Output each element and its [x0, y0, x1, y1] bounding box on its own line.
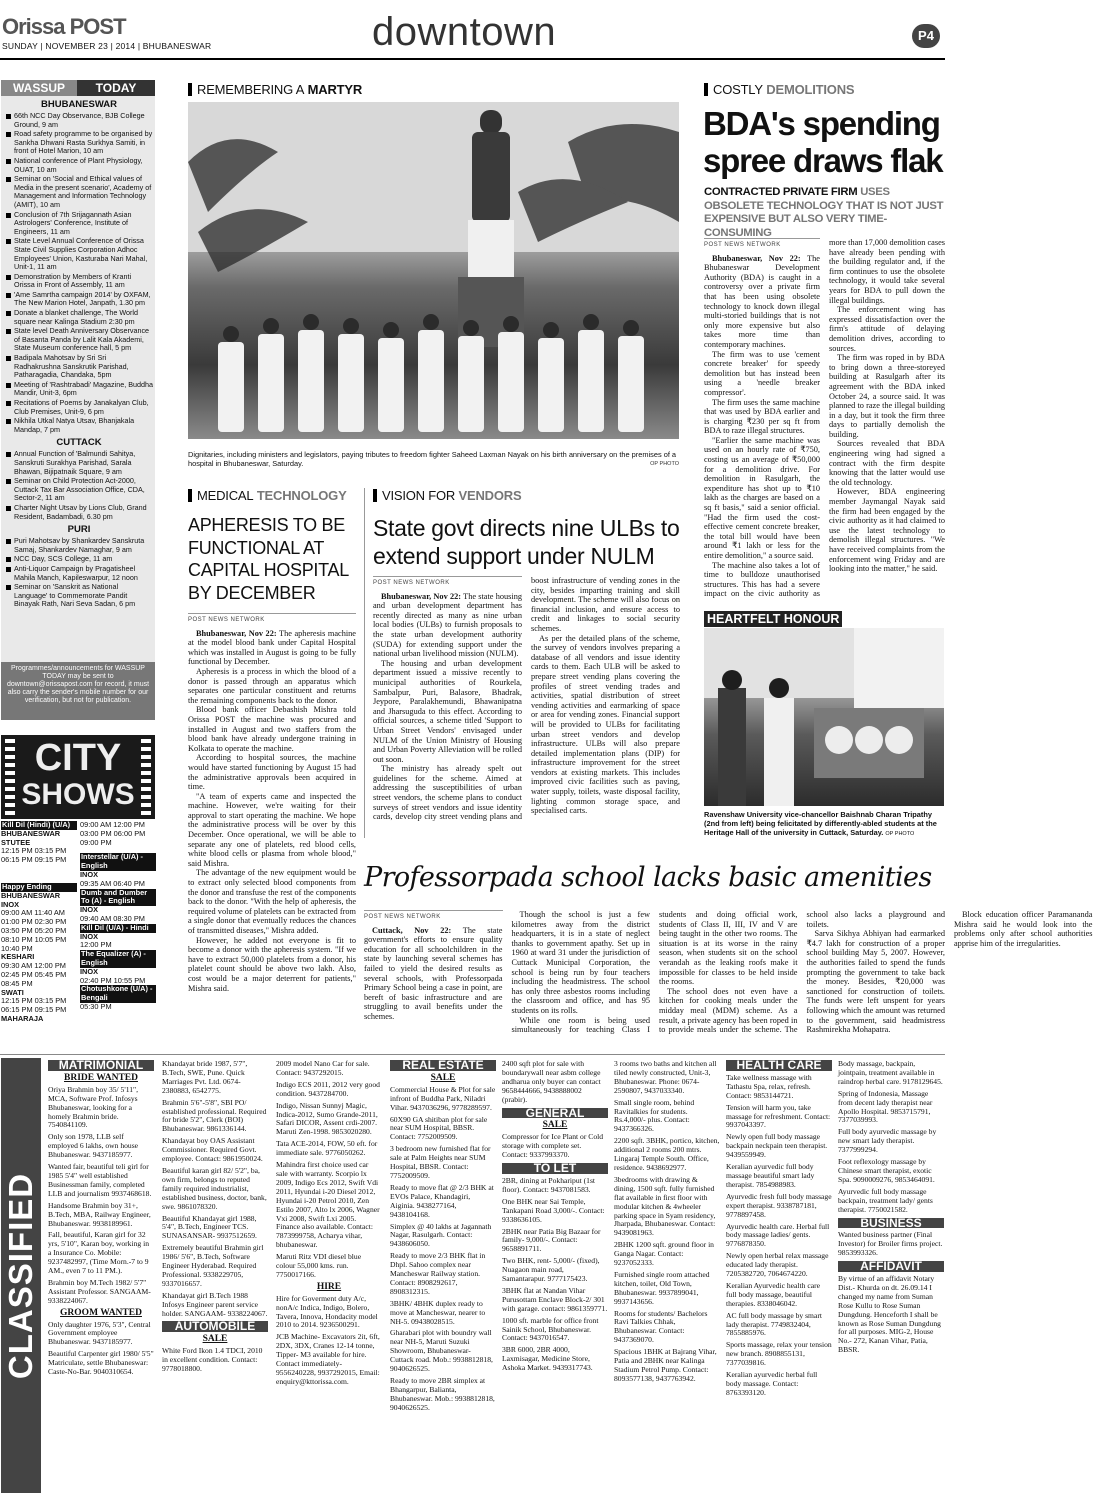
classified-ad: Small single room, behind Ravitalkies for students. Rs.4,000/- plus. Contact: 9437366326. [614, 1097, 695, 1134]
showtimes: 01:00 PM 02:30 PM [1, 917, 67, 927]
wassup-title-left: WASSUP [1, 80, 77, 96]
paragraph: "Earlier the same machine was used on an hourly rate of ₹750, costing us an average of ₹50,000 for a demolition drive. For demolition in Rasulgarh, the expenditure has shot up to ₹10 lakh as the charges are based on a sq ft basis," said a senior official. "Had the firm used the cost-effective cement concrete breaker, the total bill would have been around ₹1 lakh or less for the entire demolition," a source said. [704, 435, 820, 560]
classified-ad: Wanted fair, beautiful teli girl for 1985 5'4" well established Businessman family, completed LLB and journalism 9937468618. [48, 1162, 152, 1198]
wassup-item: Road safety programme to be organised by Sankha Dhwani Rasta Surkhya Samiti, in front of Hotel Marion, 10 am [5, 130, 153, 156]
classified-ad: 1000 sft. marble for office front Sainik School, Bhubaneswar. Contact: 9437016547. [502, 1315, 599, 1343]
wassup-list [5, 99, 153, 644]
wassup-city: CUTTACK [56, 437, 102, 449]
business-heading: BUSINESS [838, 1218, 944, 1229]
paragraph: The firm uses the same machine that was used by BDA earlier and is charging ₹230 per sq ft from BDA to raze illegal structures. [704, 397, 820, 436]
hire-heading: HIRE [316, 1281, 342, 1292]
wassup-item: Puri Mahotsav by Shankardev Sanskruta Samaj, Shankardev Namaghar, 9 am [5, 537, 153, 554]
wassup-item: Conclusion of 7th Srijagannath Asian Astrologers' Conference, Institute of Engineers, 11 am [5, 211, 153, 237]
showtimes: 09:40 AM 08:30 PM [80, 913, 145, 923]
classified-ad: Rooms for students/ Bachelors Ravi Talkies Chhak, Bhubaneswar. Contact: 9437369070. [614, 1308, 708, 1345]
martyr-photo [188, 102, 679, 439]
city-shows-right [80, 821, 156, 1036]
city-shows-banner [1, 735, 155, 819]
showtimes: 12:00 PM [80, 940, 112, 950]
classified-ad: Newly open herbal relax massage educated lady therapist. 7205382720, 7064674220. [726, 1251, 829, 1279]
paragraph: Though the school is just a few kilometres away from the district headquarters, it is in a state of neglect thanks to government apathy. Set up in 1960 at ward 31 under the jurisdiction of Cuttack Municipal Corporation, the school is being run by four teachers including the headmistress. The school has only three asbestos rooms including the classroom and office, and has 95 students on its rolls. [511, 910, 650, 1015]
classified-ad: Spring of Indonesia, Massage from decent lady therapist near Apollo Hospital. 9853715791, 7377039993. [838, 1088, 933, 1125]
classified-vertical-label: CLASSIFIED [1, 1058, 41, 1493]
theatre-name: INOX [80, 905, 99, 915]
wassup-item: Recitations of Poems by Janakalyan Club, Club Premises, Unit-9, 6 pm [5, 399, 153, 416]
masthead-rule [0, 58, 945, 60]
classified-ad: 3 bedroom new furnished flat for sale at Palm Heights near SUM Hospital, BBSR. Contact: 7752009509. [390, 1144, 491, 1180]
classified-ad: Hire for Goverment duty A/c, nonA/c Indica, Indigo, Bolero, Tavera, Innova, Hondacity model 2010 to 2014. 9236500291. [276, 1293, 378, 1330]
classified-ad: 2009 model Nano Car for sale. Contact: 9437292015. [276, 1059, 370, 1077]
classified-ad: Full body ayurvedic massage by new smart lady therapist. 7377999294. [838, 1127, 937, 1155]
paragraph: "A team of experts came and inspected the machine. However, we're waiting for their approval to start operating the machine. We hope the administrative process will be over by this December. Once operational, we will be able to separate any one of platelets, red blood cells, white blood cells or plasma from whole blood," said Mishra. [188, 791, 356, 868]
classified-ad: Body massage, backpain, jointpain, treatment available in raindrop herbal care. 9178129645. [838, 1059, 943, 1086]
classified-ad: Gharabari plot with boundry wall near NH-5, Maruti Suzuki Showroom, Bhubaneswar- Cuttack road. Mob.: 9938812818, 9040626525. [390, 1328, 493, 1374]
classified-ad: Keralian ayurvedic herbal full body massage. Contact: 8763393120. [726, 1370, 818, 1397]
classified-ad: Newly open full body massage backpain neckpain teen therapist. 9439559949. [726, 1132, 828, 1160]
paragraph: According to hospital sources, the machine would have started functioning by August 15 had the administrative approvals been acquired in time. [188, 753, 356, 792]
bda-headline: BDA's spending spree draws flak [703, 105, 943, 179]
paragraph: The machine also takes a lot of time to bulldoze unauthorised structures. This has had a severe impact on the civic authority as more than 17,000 demolition cases have already been pending with the building regulator and, if the firm continues to use the obsolete technology, it would take several years for BDA to pull down the illegal buildings. [704, 238, 945, 599]
classified-ad: 2BR, dining at Pokhariput (1st floor). Contact: 9437081583. [502, 1175, 596, 1194]
classified-ad: Commercial House & Plot for sale infront of Buddha Park, Niladri Vihar. 9437036296, 9778289597. [390, 1084, 496, 1112]
theatre-name: SWATI [1, 987, 24, 997]
classified-ad: 3bedrooms with drawing & dining, 1500 sqft. fully furnished flat available in first floor with modular kitchen & 4wheeler parking space in Syam residency, Jharpada, Bhubaneswar. Contact: 9439081963. [614, 1174, 716, 1238]
classified-ad: 3BHK flat at Nandan Vihar Purusottam Enclave Block-2/ 301 with garage. contact: 9861359771. [502, 1285, 608, 1313]
showtimes: 09:00 AM 12:00 PM [80, 820, 145, 829]
classified-ad: Ayurvedic full body massage backpain, treatment lady/ gents therapist. 7750021582. [838, 1186, 933, 1214]
theatre-name: INOX [1, 899, 20, 909]
wassup-list-puri [5, 537, 153, 609]
honour-caption: Ravenshaw University vice-chancellor Baishnab Charan Tripathy (2nd from left) being felicitated by differently-abled students at the Heritage Hall of the university in Cuttack, Saturday. OP PHOTO [704, 810, 937, 837]
wassup-title [1, 80, 155, 96]
theatre-name: KESHARI [1, 952, 35, 962]
nulm-article: POST NEWS NETWORK Bhubaneswar, Nov 22: The state housing and urban development department has recently directed as many as nine urban local bodies (ULBs) to furnish proposals to the state urban development authority (SUDA) for extending support under the national urban livelihood mission (NULM). The housing and urban development department issued a missive recently to municipal authorities of Rourkela, Sambalpur, Puri, Balasore, Bhadrak, Jeypore, Paralakhemundi, Bhawanipatna and Jharsuguda to this effect. According to official sources, a scheme titled 'Support to Urban Street Vendors' envisaged under NULM of the Union Ministry of Housing and Urban Poverty Alleviation will be rolled out soon. The ministry has already spelt out guidelines for the scheme. Aimed at addressing the susceptibilities of urban street vendors, the scheme plans to conduct surveys of street vendors and issue identity cards, develop city street vending plans and boost infrastructure of vending zones in the city, besides imparting training and skill development. The scheme will also focus on financial inclusion, and ensure access to credit and linkages to social security schemes. As per the detailed plans of the scheme, the survey of vendors involves preparing a database of all vendors and issue identity cards to them. Each ULB will be asked to prepare street vending plans covering the profiles of street vending trades and activities, spatial distribution of street vending activities and earmarking of space or area for vending zones. Financial support will be provided to ULBs for facilitating urban street vendors and develop infrastructure. ULBs will also prepare detailed implementation plans (DIP) for infrastructure improvement for the street vendors at existing markets. This includes improved civic facilities such as paving, water supply, toilets, waste disposal facility, lighting common storage space, and specialised carts. [373, 576, 680, 831]
classified-ad: Khandayat bride 1987, 5'7", B.Tech, SWE, Pune. Quick Marriages Pvt. Ltd. 0674-2380883, 6542775. [162, 1059, 248, 1095]
classified-ad: Beautiful Carpenter girl 1980/ 5'5" Matriculate, settle Bhubaneswar: Caste-No-Bar. 9040310654. [48, 1349, 154, 1377]
honour-label: HEARTFELT HONOUR [704, 611, 842, 627]
classified-ad: 3BHK/ 4BHK duplex ready to move at Mancheswar, nearer to NH-5. 09438028515. [390, 1298, 486, 1326]
classified-ad: 60X90 GA shitiban plot for sale near SUM Hospital, BBSR. Contact: 7752009509. [390, 1114, 488, 1142]
health-care-heading: HEALTH CARE [726, 1060, 832, 1071]
apheresis-article: POST NEWS NETWORK Bhubaneswar, Nov 22: The apheresis machine at the model blood bank under Capital Hospital which was installed in August is going to be fully functional by December. Apheresis is a process in which the blood of a donor is passed through an apparatus which separates one particular constituent and returns the remaining components back to the donor. Blood bank officer Debashish Mishra told Orissa POST the machine was procured and installed in August and two staffers from the blood bank have already undergone training in Kolkata to operate the machine. According to hospital sources, the machine would have started functioning by August 15 had the administrative approvals been acquired in time. "A team of experts came and inspected the machine. However, we're waiting for their approval to start operating the machine. We hope the administrative process will be over by this December. Once operational, we will be able to separate any one of platelets, red blood cells, white blood cells or plasma from whole blood," said Mishra. The advantage of the new equipment would be to extract only selected blood components from the donor and transfuse the rest of the components back to the donor. "With the help of apheresis, the required volume of platelets can be extracted from a single donor that eventually reduces the chances of transmitted diseases," Mishra added. However, he added not everyone is fit to become a donor with the apheresis system. "If we have to extract 50,000 platelets from a donor, his platelet count should be above two lakh. Also, cost would be a major deterrent for patients," Mishra said. [188, 613, 356, 1038]
showtimes: 06:15 PM 09:15 PM [1, 855, 67, 865]
paragraph: Sources revealed that BDA engineering wing had signed a contract with the firm despite knowing that the latter would use the old technology. [829, 439, 945, 487]
movie-title: Interstellar (U/A) - English [80, 853, 156, 871]
showtimes: 12:15 PM 03:15 PM [1, 846, 67, 856]
nulm-box [364, 488, 680, 838]
classified-ad: AC full body massage by smart lady therapist. 7749832404, 7855885976. [726, 1310, 822, 1338]
showtimes: 09:00 PM [80, 837, 112, 847]
classified-ad: Tension will harm you, take massage for refreshment. Contact: 9937043397. [726, 1102, 831, 1130]
classified-ad: Brahmin 5'6"-5'8", SBI PO/ established professional. Required for bride 5'2", Clerk (BOI) Bhubaneswar. 9861336144. [162, 1097, 267, 1134]
movie-title: Happy Ending [1, 883, 77, 892]
classified-ad: Brahmin boy M.Tech 1982/ 5'7" Assistant Professor. SANGAAM- 9338224067. [48, 1277, 151, 1305]
classified-ad: Khandayat girl B.Tech 1988 Infosys Engineer parent service holder. SANGAAM- 9338224067. [162, 1290, 268, 1318]
wassup-note: Programmes/announcements for WASSUP TODAY may be sent to downtown@orissapost.com for record, it must also carry the sender's mobile number for our verification, but not for publication. [1, 662, 155, 720]
classified-ad: Oriya Brahmin boy 35/ 5'11", MCA, Software Prof. Infosys Bhubaneswar, looking for a homely Brahmin bride. 7540841109. [48, 1084, 139, 1130]
wassup-item: Seminar on 'Social and Ethical values of Media in the present scenario', Academy of Management and Information Technology (AMIT), 10 am [5, 175, 153, 209]
classified-col-7 [726, 1060, 832, 1495]
classified-ad: Keralian ayurvedic full body massage beautiful smart lady therapist. 7854988983. [726, 1162, 815, 1189]
classified-ad: Keralian Ayurvedic health care full body massage, beautiful therapies. 8338046042. [726, 1280, 820, 1308]
city-shows-title-1: CITY [34, 737, 122, 779]
classified-ad: 2BHK 1200 sqft. ground floor in Ganga Nagar. Contact: 9237052333. [614, 1240, 714, 1268]
to-let-heading: TO LET [502, 1163, 608, 1174]
automobile-sale-heading: SALE [202, 1334, 228, 1345]
classified-ad: Simplex @ 40 lakhs at Jagannath Nagar, Rasulgarh. Contact: 9438606050. [390, 1221, 492, 1249]
movie-title: The Equalizer (A) - English [80, 950, 156, 968]
movie-title: Dumb and Dumber To (A) - English [80, 889, 156, 907]
showtimes: 06:15 PM 09:15 PM [1, 1005, 67, 1015]
movie-title: Chotushkone (U/A) - Bengali [80, 985, 156, 1003]
classified-ad: Take wellness massage with Tathastu Spa, relax, refresh. Contact: 9853144721. [726, 1072, 812, 1100]
page-number: P4 [912, 24, 940, 48]
classified-col-4 [390, 1060, 496, 1495]
wassup-item: NCC Day, SCS College, 11 am [5, 555, 153, 564]
showtimes: 09:35 AM 06:40 PM [80, 878, 145, 888]
city-shows-left [1, 821, 77, 1036]
paragraph: As per the detailed plans of the scheme, the survey of vendors involves preparing a database of all vendors and issue identity cards to them. Each ULB will be asked to prepare street vending plans covering the profiles of street vending trades and activities, spatial distribution of street vending activities and earmarking of space or area for vending zones. Financial support will be provided to ULBs for facilitating urban street vendors and develop infrastructure. ULBs will also prepare detailed implementation plans (DIP) for infrastructure improvement for the street vendors at existing markets. This includes improved civic facilities such as paving, water supply, toilets, waste disposal facility, lighting common storage space, and specialised carts. [531, 633, 680, 816]
showtimes: 08:45 PM [1, 978, 33, 988]
paragraph: However, he added not everyone is fit to become a donor with the apheresis system. "If we have to extract 50,000 platelets from a donor, his platelet count should be above two lakh. Also, cost would be a major deterrent for patients," Mishra said. [188, 935, 356, 993]
nulm-byline: POST NEWS NETWORK [373, 576, 522, 589]
classified-ad: Wanted business partner (Final Investor) for Broiler firms project. 9853993326. [838, 1230, 943, 1258]
classified-ad: 2200 sqft. 3BHK, portico, kitchen, additional 2 rooms 200 mtrs. Lingaraj Temple South. Office, residence. 9438692977. [614, 1136, 720, 1172]
wassup-city: BHUBANESWAR [41, 99, 117, 110]
paragraph: While one room is being used simultaneously for teaching Class I students and doing official work, students of Class II, III, IV and V are being taught in the other two rooms. The situation is at its worse in the rainy season, when students sit on the school verandah as the leaking roofs make it impossible for classes to be held inside the rooms. [511, 910, 798, 1035]
bda-article: POST NEWS NETWORK Bhubaneswar, Nov 22: The Bhubaneswar Development Authority (BDA) is caught in a controversy over a private firm that has been using obsolete technology to knock down illegal multi-storied buildings that is not only more expensive but also takes more time than contemporary machines. The firm was to use 'cement concrete breaker' for speedy demolition but has instead been using a 'needle breaker compressor'. The firm uses the same machine that was used by BDA earlier and is charging ₹230 per sq ft from BDA to raze illegal structures. "Earlier the same machine was used on an hourly rate of ₹750, costing us an average of ₹50,000 for a demolition drive. For demolition in Rasulgarh, the expenditure has shot up to ₹10 lakh as the charges are based on a sq ft basis," said a senior official. "Had the firm used the cost-effective cement concrete breaker, the total bill would have been around ₹1 lakh or less for the entire demolition," a source said. The machine also takes a lot of time to bulldoze unauthorised structures. This has had a severe impact on the civic authority as more than 17,000 demolition cases have already been pending with the building regulator and, if the firm continues to use the obsolete technology, it would take several years for BDA to pull down the illegal buildings. The enforcement wing has expressed dissatisfaction over the firm's attitude of delaying demolition drives, according to sources. The firm was roped in by BDA to bring down a three-storeyed building at Rasulgarh after its agreement with the BDA inked October 24, a source said. It was planned to raze the illegal building in a day, but it took the firm three days to partially demolish the building. Sources revealed that BDA engineering wing had signed a contract with the firm despite knowing that the latter would use the old technology. However, BDA engineering member Jaymangal Nayak said the firm had been engaged by the civic authority as it had claimed to use the latest technology to demolish illegal structures. "We have received complaints from the enforcement wing Friday and are looking into the matter," he said. [704, 238, 945, 599]
theatre-name: MAHARAJA [1, 1013, 44, 1023]
martyr-caption: Dignitaries, including ministers and legislators, paying tributes to freedom fighter Saheed Laxman Nayak on his birth anniversary on the premises of a hospital in Bhubaneswar, Saturday. [188, 450, 677, 468]
showtimes: 08:10 PM 10:05 PM [1, 934, 67, 944]
classified-ad: Indigo ECS 2011, 2012 very good condition. 9437284700. [276, 1079, 380, 1098]
bda-section-label: COSTLY DEMOLITIONS [704, 82, 944, 98]
paragraph: The firm was roped in by BDA to bring down a three-storeyed building at Rasulgarh after its agreement with the BDA inked October 24, a source said. It was planned to raze the illegal building in a day, but it took the firm three days to partially demolish the building. [829, 353, 945, 439]
classified-ad: Tata ACE-2014, FOW, 50 eft. for immediate sale. 9776050262. [276, 1139, 378, 1158]
classified-ad: Two BHK, rent- 5,000/- (fixed), Nuagaon main road, Samantarapur. 9777175423. [502, 1256, 600, 1284]
classified-ad: One BHK near Sai Temple, Tankapani Road 3,000/-. Contact: 9338636105. [502, 1196, 605, 1224]
theatre-city: BHUBANESWAR [1, 890, 61, 900]
showtimes: 09:30 AM 12:00 PM [1, 961, 66, 971]
real-estate-heading: REAL ESTATE [390, 1060, 496, 1071]
masthead [0, 0, 945, 62]
paragraph: The ministry has already spelt out guidelines for the scheme. Aimed at addressing the susceptibilities of urban street vendors, the scheme plans to conduct surveys of street vendors and issue identity cards, develop city street vending plans and boost infrastructure of vending zones in the city, besides imparting training and skill development. The scheme will also focus on financial inclusion, and ensure access to credit and linkages to social security schemes. [373, 576, 680, 822]
bda-byline: POST NEWS NETWORK [704, 238, 820, 251]
bda-deck: CONTRACTED PRIVATE FIRM USES OBSOLETE TECHNOLOGY THAT IS NOT JUST EXPENSIVE BUT ALSO VERY TIME-CONSUMING [704, 186, 944, 239]
wassup-item: Nikhila Utkal Natya Utsav, Bhanjakala Mandap, 7 pm [5, 417, 153, 434]
classified-ad: Khandayat boy OAS Assistant Commissioner. Required Govt. employee. Contact: 9861950024. [162, 1136, 263, 1164]
wassup-title-right: TODAY [77, 80, 155, 96]
wassup-item: 66th NCC Day Observance, BJB College Ground, 9 am [5, 112, 153, 129]
wassup-item: Seminar on Child Protection Act-2000, Cuttack Tax Bar Association Office, CDA, Sector-2, 11 am [5, 477, 153, 503]
wassup-item: Donate a blanket challenge, The World square near Kalinga Stadium 2:30 pm [5, 309, 153, 326]
paragraph: The firm was to use 'cement concrete breaker' for speedy demolition but has instead been using a 'needle breaker compressor'. [704, 349, 820, 397]
classified-ad: Ready to move 2/3 BHK flat in Dhpl. Sahoo complex near Mancheswar Railway station. Contact: 8908292617, 8908312315. [390, 1251, 486, 1296]
apheresis-byline: POST NEWS NETWORK [188, 613, 356, 626]
groom-wanted-heading: GROOM WANTED [60, 1307, 142, 1318]
matrimonial-heading: MATRIMONIAL [48, 1060, 154, 1071]
wassup-item: Anti-Liquor Campaign by Pragatisheel Mahila Manch, Kapileswarpur, 12 noon [5, 565, 153, 582]
general-sale-heading: SALE [542, 1120, 568, 1131]
wassup-list-cuttack [5, 450, 153, 521]
classified-col-3 [276, 1060, 382, 1495]
martyr-section-label: REMEMBERING A MARTYR [188, 82, 488, 98]
classified-ad: Beautiful karan girl 82/ 5'2", ba, own firm, belongs to reputed family required industrialist, established business, doctor, bank, swe. 9861078320. [162, 1165, 267, 1211]
paragraph: The housing and urban development department issued a missive recently to municipal authorities of Rourkela, Sambalpur, Puri, Balasore, Bhadrak, Jeypore, Paralakhemundi, Bhawanipatna and Jharsuguda to this effect. According to official sources, a scheme titled 'Support to Urban Street Vendors' envisaged under NULM of the Union Ministry of Housing and Urban Poverty Alleviation will be rolled out soon. [373, 658, 522, 764]
wassup-item: Meeting of 'Rashtrabadi' Magazine, Buddha Mandir, Unit-3, 6pm [5, 381, 153, 398]
paragraph: The advantage of the new equipment would be to extract only selected blood components from the donor and transfuse the rest of the components back to the donor. "With the help of apheresis, the required volume of platelets can be extracted from a single donor that eventually reduces the chances of transmitted diseases," Mishra added. [188, 868, 356, 935]
martyr-credit: OP PHOTO [650, 461, 679, 467]
paragraph: Apheresis is a process in which the blood of a donor is passed through an apparatus which separates one particular constituent and returns the remaining components back to the donor. [188, 666, 356, 705]
wassup-item: State level Death Anniversary Observance of Basanta Panda by Lalit Kala Akademi, State Museum conference hall, 5 pm [5, 327, 153, 353]
felicitation-illustration [704, 628, 944, 806]
classified-ad: Maruti Ritz VDI diesel blue colour 55,000 kms. run. 7750017166. [276, 1252, 362, 1279]
statue-illustration [188, 102, 679, 439]
paragraph: The enforcement wing has expressed dissatisfaction over the firm's attitude of delaying demolition drives, according to sources. [829, 305, 945, 353]
classified-ad: Foot reflexology massage by Chinese smart therapist, exotic Spa. 9090009276, 9853464091. [838, 1157, 935, 1184]
showtimes: 02:40 PM 10:55 PM [80, 975, 146, 985]
classified-ad: Extremely beautiful Brahmin girl 1986/ 5'6", B.Tech, Software Engineer Hyderabad. Required Professional. 9338229705, 9337016657. [162, 1243, 264, 1288]
showtimes: 12:15 PM 03:15 PM [1, 996, 67, 1006]
classified-ad: Handsome Brahmin boy 31+, B.Tech, MBA, Railway Engineer, Bhubaneswar. 9938189961. [48, 1200, 151, 1228]
showtimes: 03:00 PM 06:00 PM [80, 828, 146, 838]
classified-col-2 [162, 1060, 268, 1495]
logo: Orissa POST [2, 14, 126, 39]
city-shows-title-2: SHOWS [21, 778, 135, 811]
classified-ad: 3BR 6000, 2BR 4000, Laxmisagar, Medicine Store, Ashoka Market. 9439317743. [502, 1345, 593, 1373]
issue-dateline: SUNDAY | NOVEMBER 23 | 2014 | BHUBANESWAR [2, 41, 212, 51]
affidavit-heading: AFFIDAVIT [838, 1261, 944, 1272]
classified-ad: Only daughter 1976, 5'3", Central Government employee Bhubaneswar. 9437185977. [48, 1319, 151, 1347]
wassup-item: 'Ame Samrtha campaign 2014' by OXFAM, The New Marion Hotel, Janpath, 1.30 pm [5, 291, 153, 308]
paragraph: Blood bank officer Debashish Mishra told Orissa POST the machine was procured and installed in August and two staffers from the blood bank have already undergone training in Kolkata to operate the machine. [188, 705, 356, 753]
classified-ad: White Ford Ikon 1.4 TDCI, 2010 in excellent condition. Contact: 9778018800. [162, 1346, 263, 1374]
classified-ad: JCB Machine- Excavators 2it, 6ft, 2DX, 3DX, Cranes 12-14 tonne, Tipper- M3 available for hire. Contact immediately- 9556240228, 9937292015, Email: enquiry@kttorissa.com. [276, 1332, 380, 1386]
classified-ad: Furnished single room attached kitchen, toilet, Old Town, Bhubaneswar. 9937899041, 9937143656. [614, 1269, 710, 1306]
classified-ad: Sports massage, relax your tension new branch. 8908855131, 7377039816. [726, 1340, 832, 1368]
automobile-heading: AUTOMOBILE [162, 1321, 268, 1332]
theatre-name: INOX [80, 931, 99, 941]
classified-ad: 3 rooms two baths and kitchen all tiled newly constructed, Unit-3, Bhubaneswar. Phone: 0674-2590807, 9437033340. [614, 1059, 717, 1095]
classified-ad: 2BHK near Patia Big Bazaar for family- 9,000/-. Contact: 9658891711. [502, 1226, 601, 1254]
film-strip-icon [141, 739, 151, 815]
paragraph: Sarva Sikhya Abhiyan had earmarked ₹4.7 lakh for construction of a proper school building May 5, 2007. However, the authorities failed to spend the funds prompting the government to take back the money. Besides, ₹20,000 was sanctioned for construction of toilets. The funds were left unspent for years following which the amount was returned to the government, said headmistress Rashmirekha Mohapatra. [806, 929, 945, 1035]
paragraph: The school does not even have a kitchen for cooking meals under the midday meal (MDM) scheme. As a result, a private agency has been roped in to provide meals under the scheme. The school also lacks a playground and toilets. [659, 910, 945, 1035]
showtimes: 09:00 AM 11:40 AM [1, 908, 65, 918]
school-headline: Professorpada school lacks basic amenities [364, 862, 932, 893]
wassup-item: Demonstration by Members of Kranti Orissa in Front of Assembly, 11 am [5, 273, 153, 290]
classified-ad: Indigo, Nissan Sunnyj Magic, Indica-2012, Sumo Grande-2011, Safari DICOR, Assent crdi-2007. Maruti Zen-1998. 9853020280. [276, 1100, 378, 1137]
nulm-headline: State govt directs nine ULBs to extend support under NULM [373, 515, 680, 569]
wassup-item: Seminar on 'Sanskrit as National Language' to Commemorate Pandit Binayak Rath, Nari Seva Sadan, 6 pm [5, 583, 153, 609]
theatre-name: INOX [80, 869, 99, 879]
apheresis-headline: APHERESIS TO BE FUNCTIONAL AT CAPITAL HOSPITAL BY DECEMBER [188, 515, 349, 603]
classified-ad: Ready to move flat @ 2/3 BHK at EVOs Palace, Khandagiri, Aiginia. 9438277164, 9438104168. [390, 1182, 494, 1219]
section-title: downtown [372, 10, 557, 54]
paragraph: Block education officer Paramananda Mishra said he would look into the problems only after school authorities apprise him of the irregularities. [954, 910, 1093, 948]
wassup-city: PURI [67, 524, 91, 536]
wassup-item: Annual Function of 'Balmundi Sahitya, Sanskruti Surakhya Parishad, Sarala Bhawan, Bijipatnaik Square, 9 am [5, 450, 153, 476]
bride-wanted-heading: BRIDE WANTED [64, 1072, 138, 1083]
wassup-item: Charter Night Utsav by Lions Club, Grand Resident, Badambadi, 6.30 pm [5, 504, 153, 521]
wassup-item: State Level Annual Conference of Orissa State Civil Supplies Corporation Adhoc Employees' Union, Kasturaba Nari Mahal, Unit-1, 11 am [5, 237, 153, 271]
classified-ad: Mahindra first choice used car sale with warranty. Scorpio lx 2009, Indigo Ecs 2012, Swift Vdi 2011, Hyundai i-20 Diesel 2012, Hyundai i-20 Petrol 2010, Zen Estilo 2007, Alto lx 2006, Wagner Vxi 2008, Swift Lxi 2005. Finance also available. Contact: 7873999758, Acharya vihar, bhubaneswar. [276, 1160, 380, 1250]
classified-col-5 [502, 1060, 608, 1495]
movie-title: Kill Dil (U/A) - Hindi [80, 924, 156, 933]
classified-ad: Only son 1978, LLB self employed 6 lakhs, own house Bhubaneswar. 9437185977. [48, 1132, 139, 1160]
apheresis-section-label: MEDICAL TECHNOLOGY [188, 488, 358, 504]
classified-ad: By virtue of an affidavit Notary Dist.- Khurda on dt. 26.09.14 I changed my name from Suman Rose Kullu to Rose Suman Dungdung. Henceforth I shall be known as Rose Suman Dungdung for all purposes. MIG-2, House No.- 272, Kanan Vihar, Patia, BBSR. [838, 1274, 941, 1355]
showtimes: 03:50 PM 05:20 PM [1, 925, 67, 935]
theatre-name: INOX [80, 966, 99, 976]
general-heading: GENERAL [502, 1108, 608, 1119]
classified-ad: Ready to move 2BR simplex at Bhangarpur, Balianta, Bhubaneswar. Mob.: 9938812818, 9040626525. [390, 1376, 495, 1412]
honour-photo [704, 628, 944, 806]
classified-ad: Beautiful Khandayat girl 1988, 5'4", B.Tech, Engineer TCS. SUNASANSAR- 9937512659. [162, 1213, 257, 1241]
classified-ad: Ayurvedic fresh full body massage expert therapist. 9338787181, 9778897458. [726, 1191, 832, 1219]
classified-col-1 [48, 1060, 154, 1495]
showtimes: 05:30 PM [80, 1001, 112, 1011]
classified-col-6 [614, 1060, 720, 1495]
classified-ad: Compressor for Ice Plant or Cold storage with complete set. Contact: 9337993370. [502, 1132, 604, 1160]
film-strip-icon [5, 739, 15, 815]
classified-ad: Ayurvedic health care. Herbal full body massage ladies/ gents. 9776878350. [726, 1221, 830, 1249]
real-estate-sale-heading: SALE [430, 1072, 456, 1083]
school-article: POST NEWS NETWORK Cuttack, Nov 22: The state government's efforts to ensure quality education for all schoolchildren in the state by launching several schemes has failed to yield the desired results as several schools, with Professorpada Primary School being a case in point, are bereft of basic infrastructure and are struggling to avail benefits under the schemes. Though the school is just a few kilometres away from the district headquarters, it is in a state of neglect thanks to government apathy. Set up in 1960 at ward 31 under the jurisdiction of Cuttack Municipal Corporation, the school is being run by four teachers including the headmistress. The school has only three asbestos rooms including the classroom and office, and has 95 students on its rolls. While one room is being used simultaneously for teaching Class I students and doing official work, students of Class II, III, IV and V are being taught in the other two rooms. The situation is at its worse in the rainy season, when students sit on the school verandah as the leaking roofs make it impossible for classes to be held inside the rooms. The school does not even have a kitchen for cooking meals under the midday meal (MDM) scheme. As a result, a private agency has been roped in to provide meals under the scheme. The school also lacks a playground and toilets. Sarva Sikhya Abhiyan had earmarked ₹4.7 lakh for construction of a proper school building May 5, 2007. However, the authorities failed to spend the funds prompting the government to take back the money. Besides, ₹20,000 was sanctioned for construction of toilets. The funds were left unspent for years following which the amount was returned to the government, said headmistress Rashmirekha Mohapatra. Block education officer Paramananda Mishra said he would look into the problems only after school authorities apprise him of the irregularities. [364, 910, 945, 1040]
classified-ad: 2400 sqft plot for sale with boundarywall near asbm college andharua only buyer can contact 9658444666, 9438888002 (prabir). [502, 1059, 601, 1104]
theatre-city: BHUBANESWAR [1, 828, 61, 838]
classified-col-8 [838, 1060, 944, 1495]
paragraph: However, BDA engineering member Jaymangal Nayak said the firm had been engaged by the civic authority as it had claimed to use the latest technology to demolish illegal structures. "We have received complaints from the enforcement wing Friday and are looking into the matter," he said. [829, 487, 945, 574]
wassup-list-bbsr [5, 112, 153, 434]
showtimes: 10:40 PM [1, 943, 33, 953]
classified-rule [0, 1054, 945, 1055]
movie-title: Kill Dil (Hindi) (U/A) [1, 821, 77, 830]
school-byline: POST NEWS NETWORK [364, 910, 503, 923]
wassup-item: National conference of Plant Physiology, OUAT, 10 am [5, 157, 153, 174]
wassup-item: Badipala Mahotsav by Sri Sri Radhakrushna Sanskrutik Parishad, Patharagadia, Chandaka, 5pm [5, 354, 153, 380]
showtimes: 02:45 PM 05:45 PM [1, 969, 67, 979]
theatre-name: STUTEE [1, 837, 31, 847]
classified-ad: Fall, beautiful, Karan girl for 32 yrs, 5'10", Karan boy, working in a Insurance Co. Mobile: 9237482997, (Time Morn.-7 to 9 AM., even 7 to 11 PM.). [48, 1230, 149, 1276]
wassup-panel [1, 80, 155, 720]
classified-ad: Spacious 1BHK at Bajrang Vihar, Patia and 2BHK near Kalinga Stadium Petrol Pump. Contact: 8093577138, 9437763942. [614, 1347, 717, 1383]
nulm-section-label: VISION FOR VENDORS [373, 488, 680, 504]
